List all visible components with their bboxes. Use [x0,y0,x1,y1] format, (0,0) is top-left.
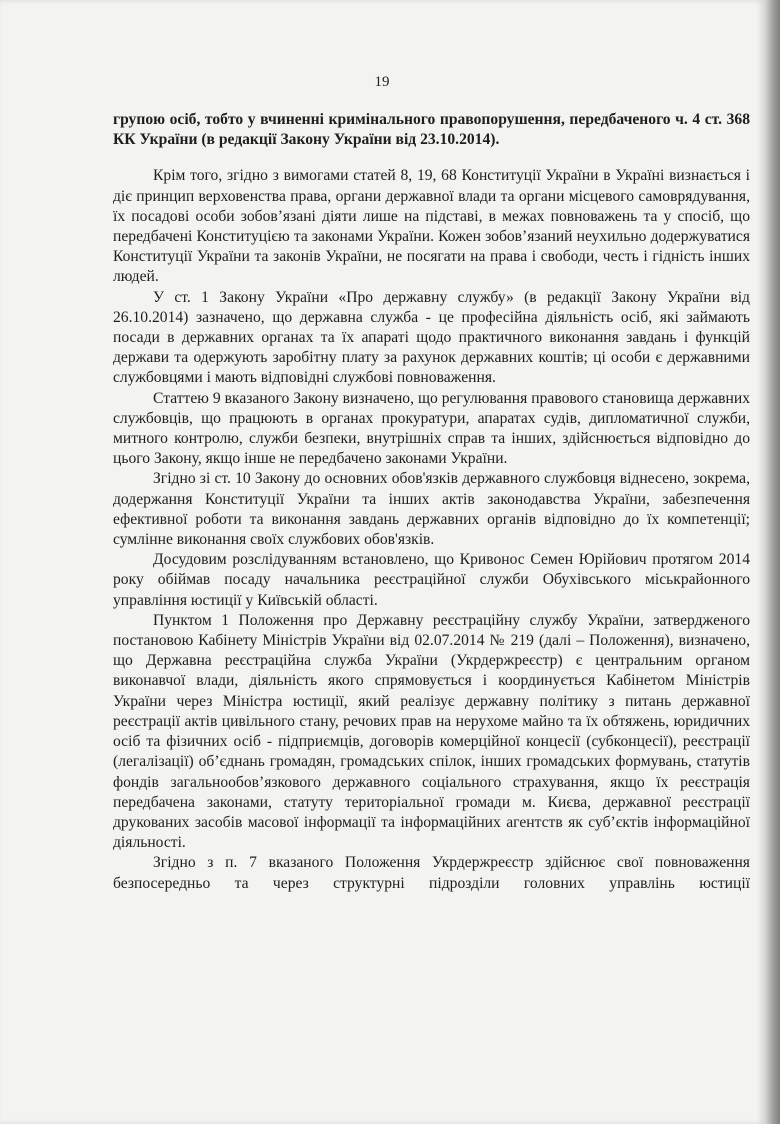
document-body [113,110,750,894]
paragraph-registration-service-regulation: Пунктом 1 Положення про Державну реєстраційну службу України, затвердженого постановою Кабінету Міністрів України від 02.07.2014 № 219 (далі – Положення), визначено, що Державна реєстраційна служба України (Укрдержреєстр) є центральним органом виконавчої влади, діяльність якого спрямовується і координується Кабінетом Міністрів України через Міністра юстиції, який реалізує державну політику з питань державної реєстрації актів цивільного стану, речових прав на нерухоме майно та їх обтяжень, юридичних осіб та фізичних осіб - підприємців, договорів комерційної концесії (субконцесії), реєстрації (легалізації) об’єднань громадян, громадських спілок, інших громадських формувань, статутів фондів загальнообов’язкового державного соціального страхування, якщо їх реєстрація передбачена законами, статуту територіальної громади м. Києва, державної реєстрації друкованих засобів масової інформації та інформаційних агентств як суб’єктів інформаційної діяльності. [113,611,750,852]
paragraph-civil-service-law-art1: У ст. 1 Закону України «Про державну службу» (в редакції Закону України від 26.10.2014) зазначено, що державна служба - це професійна діяльність осіб, які займають посади в державних органах та їх апараті щодо практичного виконання завдань і функцій держави та одержують заробітну плату за рахунок державних коштів; ці особи є державними службовцями і мають відповідні службові повноваження. [113,288,750,387]
paragraph-constitution: Крім того, згідно з вимогами статей 8, 19, 68 Конституції України в Україні визнається і діє принцип верховенства права, органи державної влади та органи місцевого самоврядування, їх посадові особи зобов’язані діяти лише на підставі, в межах повноважень та у спосіб, що передбачені Конституцією та законами України. Кожен зобов’язаний неухильно додержуватися Конституції України та законів України, не посягати на права і свободи, честь і гідність інших людей. [113,167,750,286]
paragraph-charge-continuation: групою осіб, тобто у вчиненні кримінального правопорушення, передбаченого ч. 4 ст. 368 КК України (в редакції Закону України від 23.10.2014). [113,111,750,149]
scan-edge-shadow [764,0,780,1124]
paragraph-civil-service-law-art10: Згідно зі ст. 10 Закону до основних обов'язків державного службовця віднесено, зокрема, додержання Конституції України та інших актів законодавства України, забезпечення ефективної роботи та виконання завдань державних органів відповідно до їх компетенції; сумлінне виконання своїх службових обов'язків. [113,470,750,549]
paragraph-regulation-point7: Згідно з п. 7 вказаного Положення Укрдержреєстр здійснює свої повноваження безпосередньо та через структурні підрозділи головних управлінь юстиції [113,854,750,892]
paragraph-civil-service-law-art9: Статтею 9 вказаного Закону визначено, що регулювання правового становища державних службовців, що працюють в органах прокуратури, апаратах судів, дипломатичної служби, митного контролю, служби безпеки, внутрішніх справ та інших, здійснюється відповідно до цього Закону, якщо інше не передбачено законами України. [113,389,750,468]
page-number: 19 [374,74,390,90]
paragraph-investigation-finding: Досудовим розслідуванням встановлено, що Кривонос Семен Юрійович протягом 2014 року обіймав посаду начальника реєстраційної служби Обухівського міськрайонного управління юстиції у Київській області. [113,551,750,609]
